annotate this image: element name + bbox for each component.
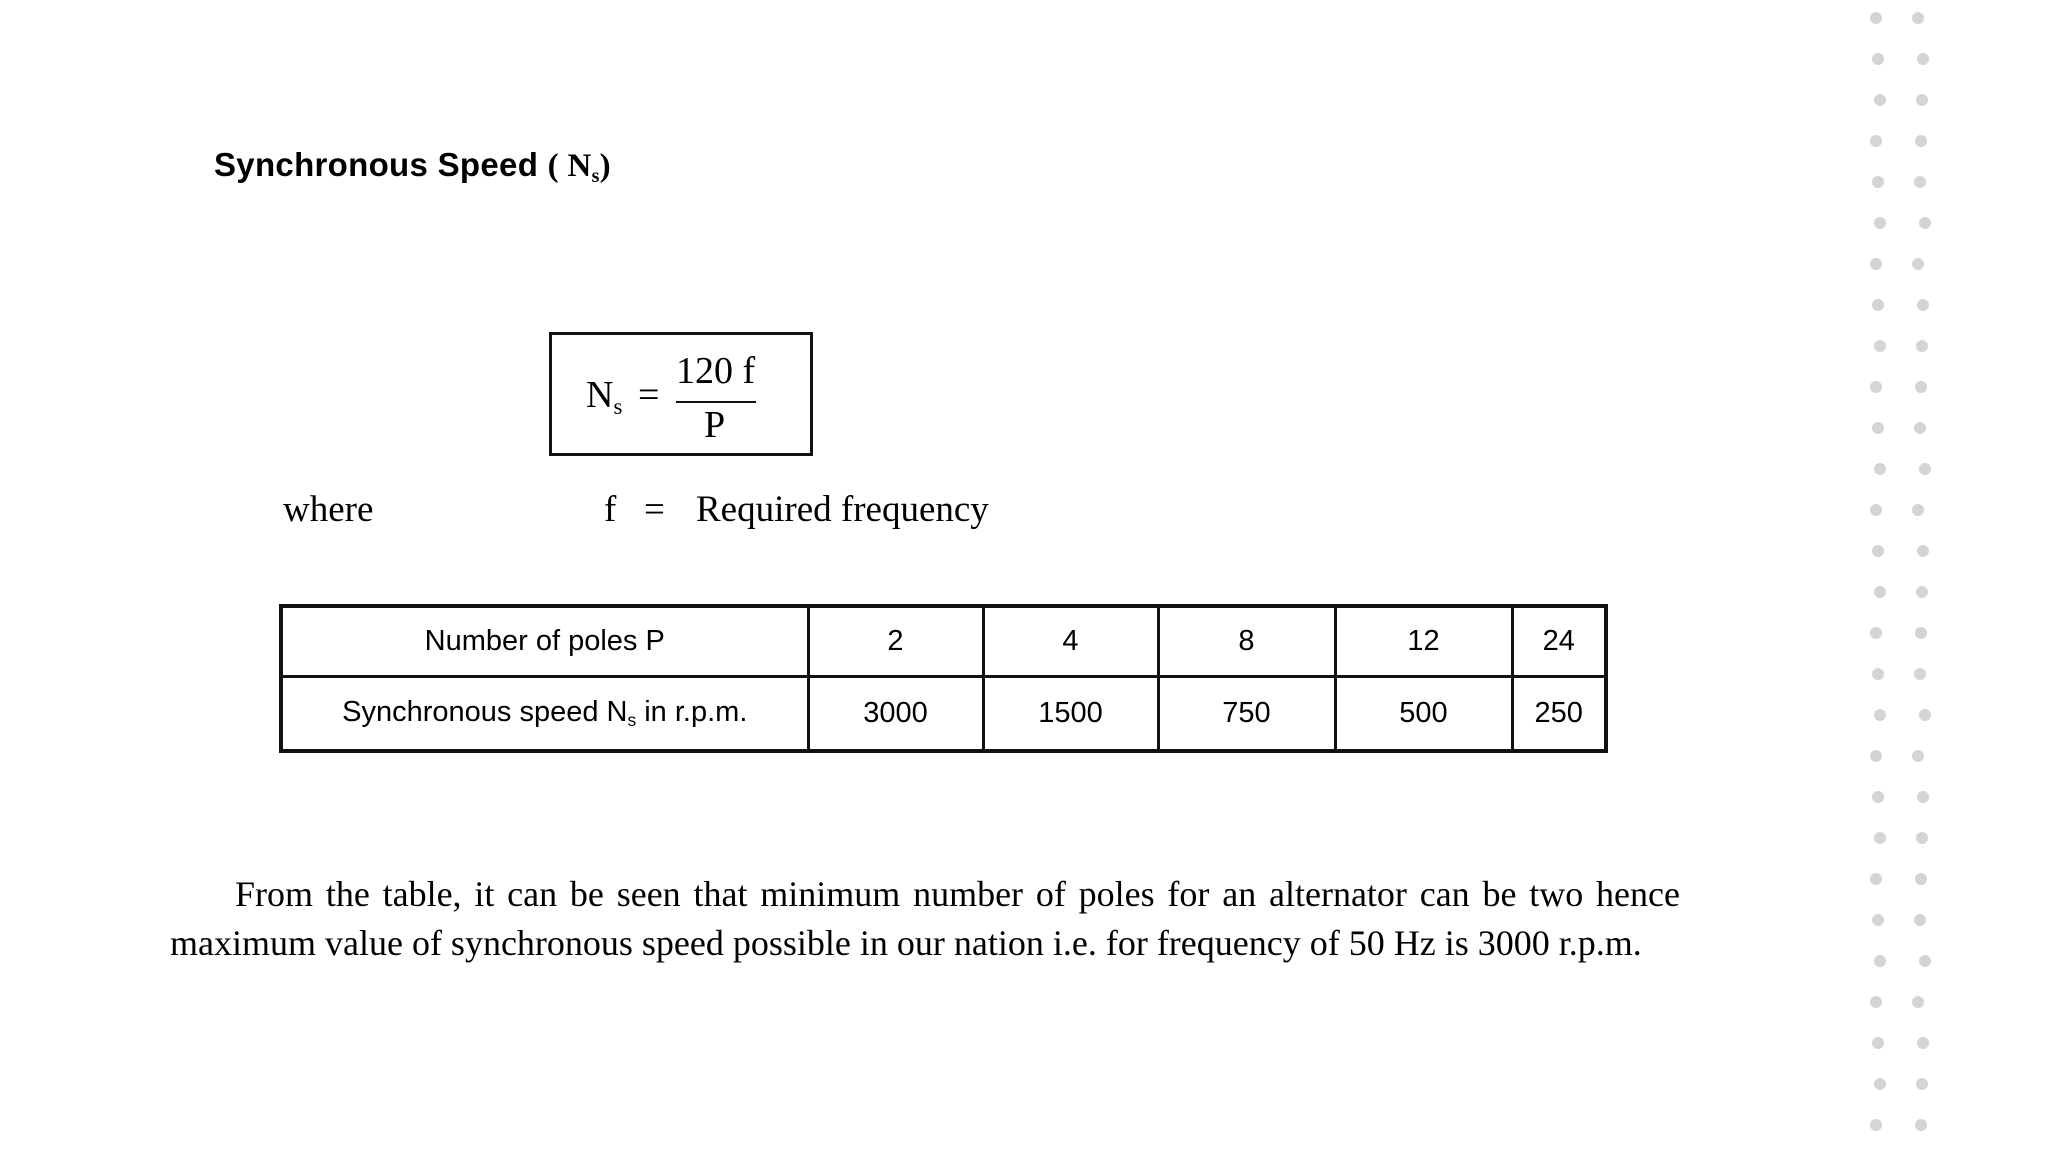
formula-numerator: 120 f <box>676 350 756 392</box>
decor-dot <box>1872 668 1884 680</box>
where-definition: Required frequency <box>696 489 989 530</box>
explanation-paragraph: From the table, it can be seen that minimum number of poles for an alternator can be two hence maximum value of synchronous speed possible in our nation i.e. for frequency of 50 Hz is 3000 r.p.m. <box>170 874 1680 963</box>
decor-dot <box>1870 381 1882 393</box>
where-variable: f <box>604 489 617 530</box>
decor-dot <box>1916 1078 1928 1090</box>
decor-dot <box>1874 586 1886 598</box>
decor-dot <box>1914 914 1926 926</box>
table-cell: 1500 <box>983 676 1158 751</box>
decor-dot <box>1914 422 1926 434</box>
decor-dot <box>1917 1037 1929 1049</box>
decor-dot <box>1874 709 1886 721</box>
heading-symbol-sub: s <box>591 164 600 187</box>
table-cell: 4 <box>983 606 1158 676</box>
decor-dot <box>1912 504 1924 516</box>
decor-dot <box>1874 94 1886 106</box>
heading-symbol-close: ) <box>599 148 611 184</box>
where-label: where <box>283 489 374 530</box>
speed-label-main: Synchronous speed N <box>342 695 628 728</box>
decor-dot <box>1872 545 1884 557</box>
poles-row-label: Number of poles P <box>281 606 808 676</box>
decor-dot <box>1874 463 1886 475</box>
table-cell: 750 <box>1158 676 1335 751</box>
table-cell: 12 <box>1335 606 1512 676</box>
decor-dot <box>1912 12 1924 24</box>
decor-dot <box>1915 873 1927 885</box>
decor-dot <box>1919 217 1931 229</box>
decor-dot <box>1874 955 1886 967</box>
formula-denominator: P <box>704 404 726 446</box>
decor-dot <box>1872 914 1884 926</box>
speed-label-tail: in r.p.m. <box>636 695 748 728</box>
decor-dot <box>1916 340 1928 352</box>
decor-dot <box>1870 258 1882 270</box>
decor-dot <box>1870 996 1882 1008</box>
decor-dot <box>1870 750 1882 762</box>
table-cell: 3000 <box>808 676 983 751</box>
decor-dot <box>1870 1119 1882 1131</box>
where-equals: = <box>644 489 665 530</box>
heading-text: Synchronous Speed <box>214 146 539 183</box>
decor-dot <box>1915 1119 1927 1131</box>
formula-lhs <box>586 373 622 420</box>
formula-lhs-symbol: N <box>586 374 614 416</box>
decor-dot <box>1915 627 1927 639</box>
decor-dot <box>1916 586 1928 598</box>
decor-dot <box>1912 258 1924 270</box>
speed-label-sub: s <box>627 710 637 731</box>
heading-symbol-open: ( N <box>547 148 592 184</box>
decor-dot <box>1916 94 1928 106</box>
decor-dot <box>1870 135 1882 147</box>
decor-dot <box>1870 12 1882 24</box>
decor-dot <box>1870 504 1882 516</box>
decor-dot <box>1915 381 1927 393</box>
decor-dot <box>1872 422 1884 434</box>
formula-box <box>549 332 813 456</box>
speed-row-label <box>281 676 808 751</box>
decor-dot <box>1919 463 1931 475</box>
decor-dot <box>1872 299 1884 311</box>
decor-dot <box>1912 996 1924 1008</box>
section-heading <box>214 146 611 188</box>
table-cell: 24 <box>1512 606 1606 676</box>
decor-dot <box>1917 53 1929 65</box>
table-cell: 2 <box>808 606 983 676</box>
decor-dot <box>1870 627 1882 639</box>
decor-dot <box>1917 545 1929 557</box>
decor-dot <box>1915 135 1927 147</box>
decor-dot <box>1874 217 1886 229</box>
decor-dot <box>1914 176 1926 188</box>
decor-dot <box>1872 791 1884 803</box>
decor-dot <box>1872 53 1884 65</box>
decor-dot <box>1912 750 1924 762</box>
formula-equals: = <box>638 374 660 416</box>
decor-dot <box>1874 1078 1886 1090</box>
decor-dot <box>1872 176 1884 188</box>
decor-dot <box>1872 1037 1884 1049</box>
decor-dot <box>1919 709 1931 721</box>
decor-dot <box>1874 832 1886 844</box>
decor-dot <box>1919 955 1931 967</box>
formula-lhs-sub: s <box>613 393 623 419</box>
decor-dot <box>1917 791 1929 803</box>
table-row <box>281 606 1606 676</box>
decor-dot <box>1870 873 1882 885</box>
table-cell: 250 <box>1512 676 1606 751</box>
heading-symbol <box>547 148 611 187</box>
table-cell: 500 <box>1335 676 1512 751</box>
decor-dot <box>1914 668 1926 680</box>
decor-dot <box>1917 299 1929 311</box>
table-cell: 8 <box>1158 606 1335 676</box>
decor-dot <box>1874 340 1886 352</box>
table-row <box>281 676 1606 751</box>
decor-dot <box>1916 832 1928 844</box>
poles-speed-table <box>279 604 1608 753</box>
decorative-dot-border <box>1870 0 1980 1152</box>
